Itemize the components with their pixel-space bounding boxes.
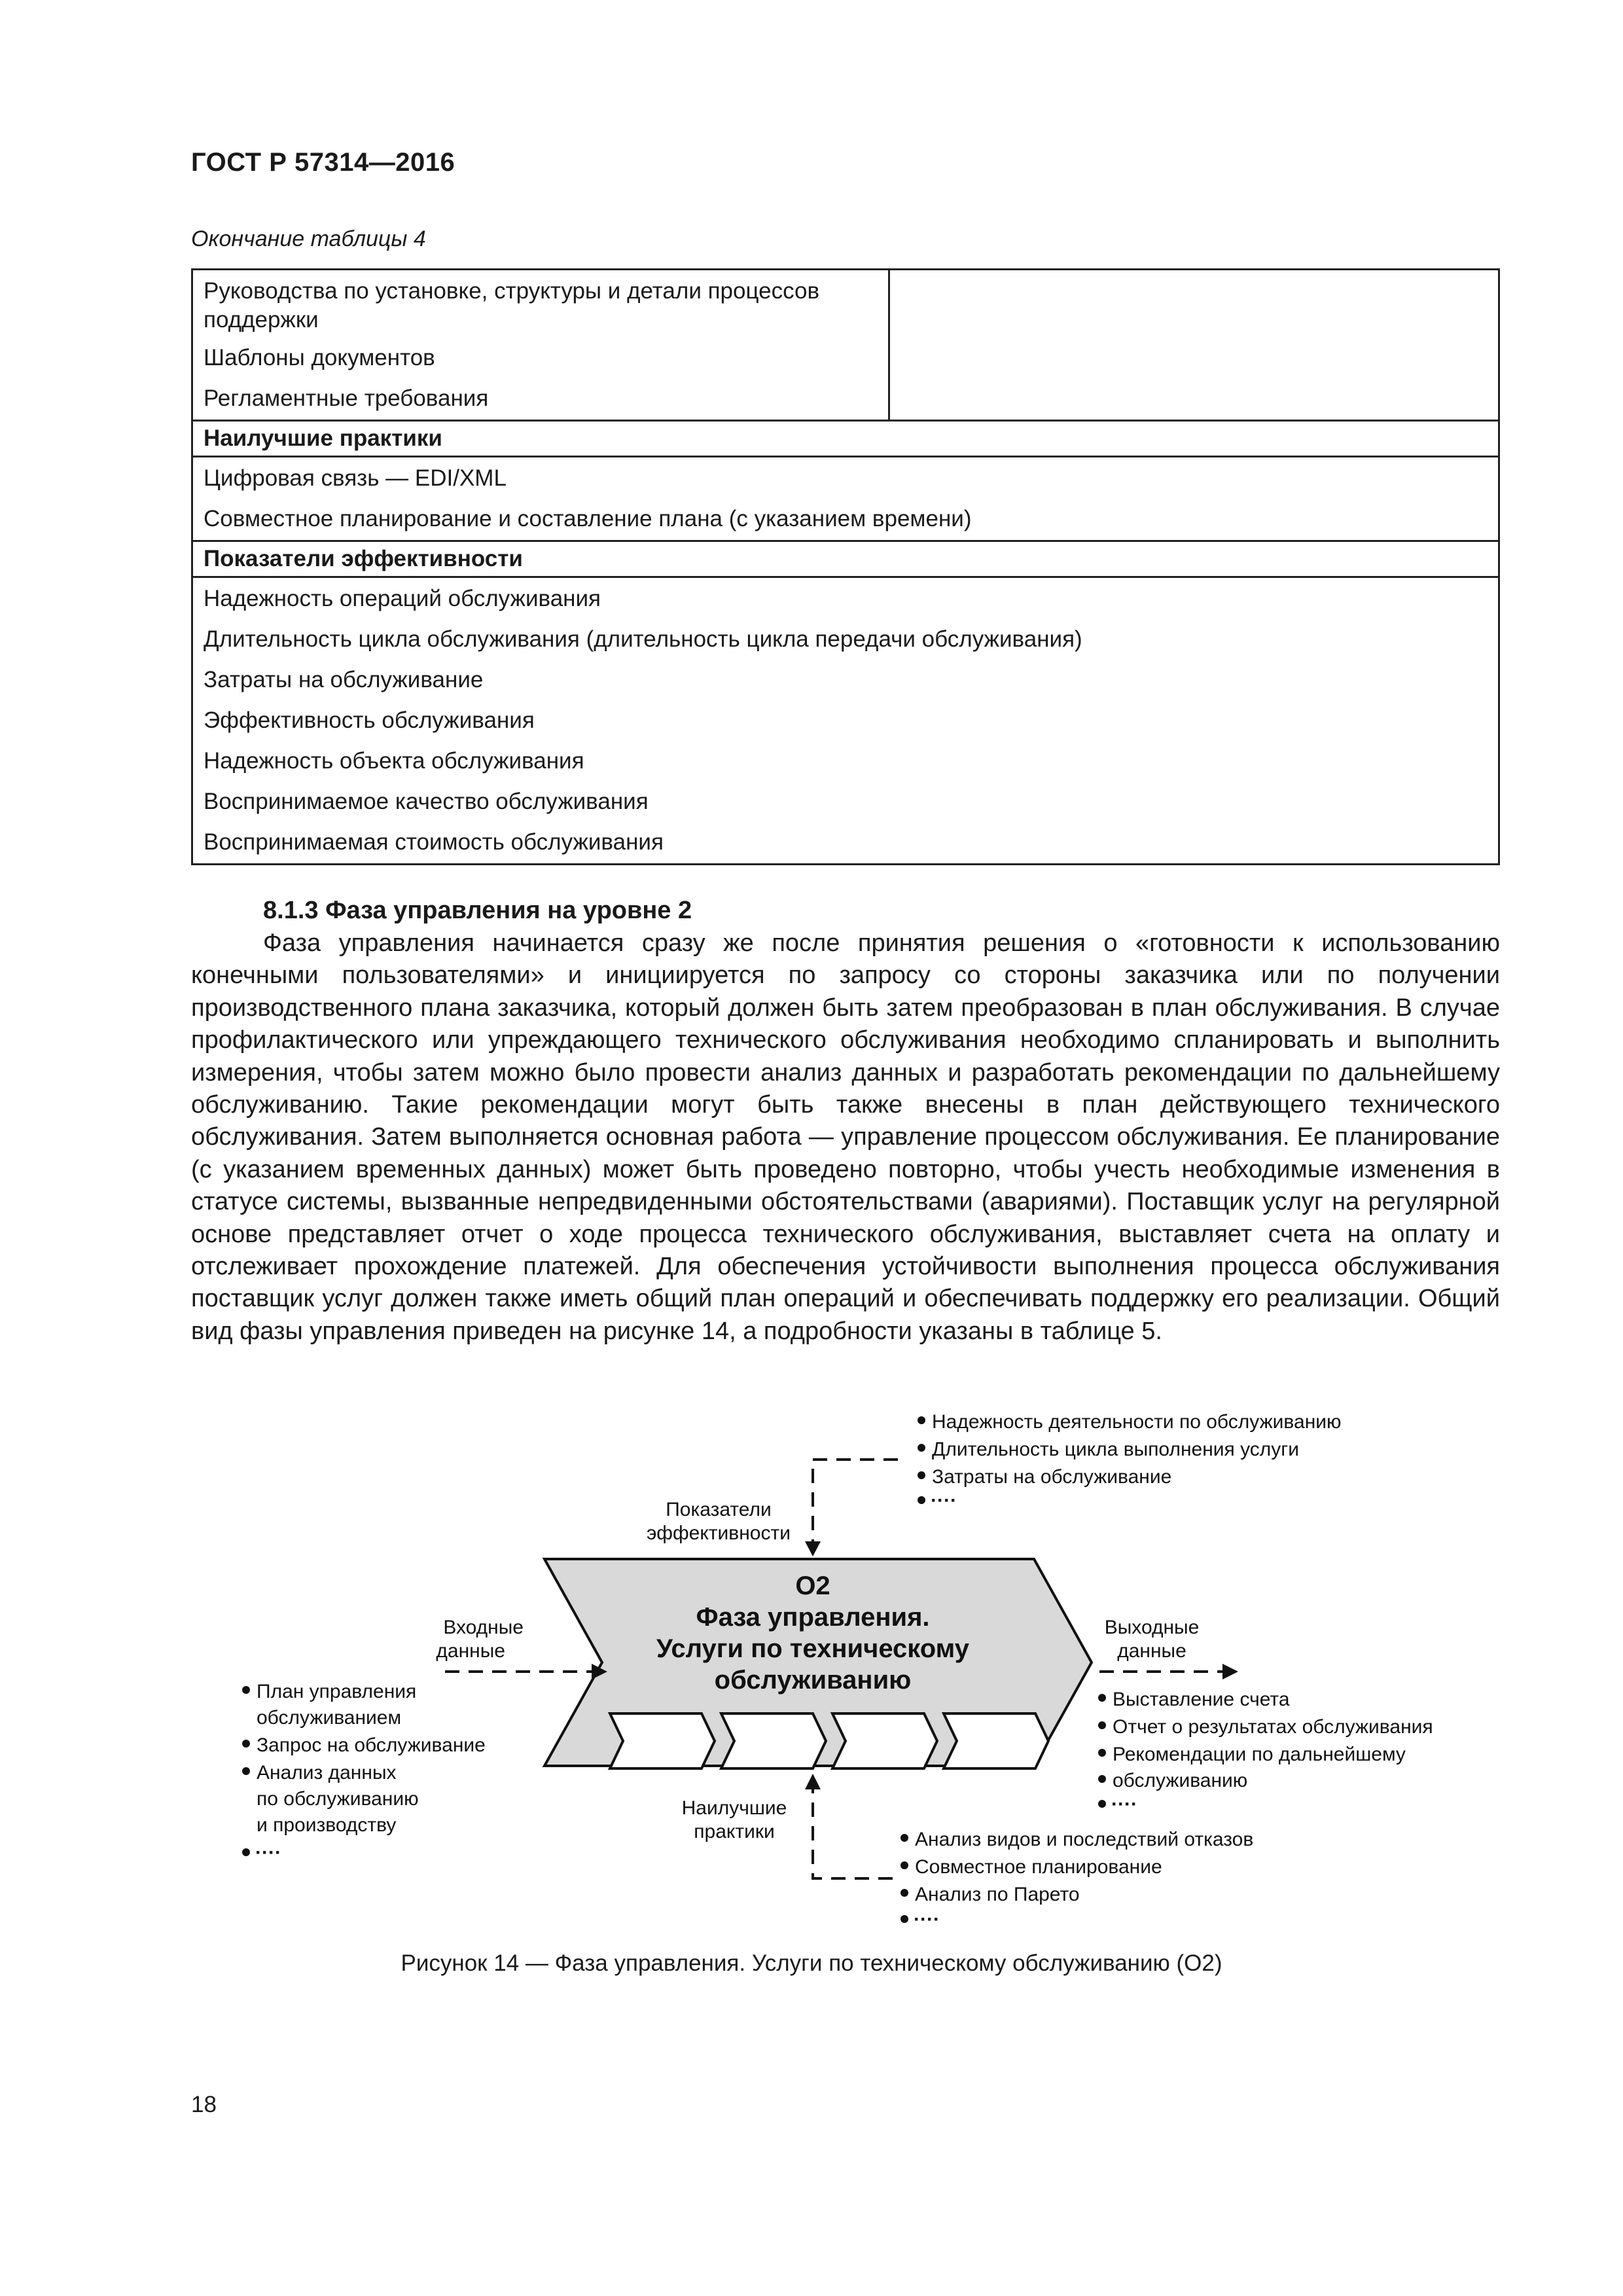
input-item: по обслуживанию (257, 1788, 419, 1810)
input-item: Запрос на обслуживание (257, 1734, 486, 1756)
output-items (1098, 1689, 1433, 1815)
table-cell-empty (889, 270, 1499, 421)
input-items (242, 1681, 486, 1863)
table-cell-text: Руководства по установке, структуры и детали процессов поддержки (204, 278, 820, 332)
table-row (192, 457, 1499, 541)
kpi-label: эффективности (646, 1522, 791, 1544)
section-block (191, 897, 1500, 1348)
subprocess-chevron (610, 1713, 715, 1768)
table-section-header: Наилучшие практики (192, 421, 1499, 457)
subprocess-chevron (721, 1713, 826, 1768)
section-title: 8.1.3 Фаза управления на уровне 2 (263, 897, 692, 924)
table-cell (192, 457, 1499, 541)
table-cell-text: Длительность цикла обслуживания (длительность цикла передачи обслуживания) (204, 626, 1082, 652)
kpi-dashed-connector (813, 1460, 898, 1551)
table-cell-text: Регламентные требования (204, 386, 489, 411)
table-caption: Окончание таблицы 4 (191, 226, 426, 251)
output-label: Выходные (1104, 1617, 1200, 1638)
output-item: Выставление счета (1113, 1689, 1290, 1710)
input-item: обслуживанием (257, 1707, 402, 1729)
kpi-label: Показатели (666, 1499, 772, 1520)
practices-item: Совместное планирование (915, 1856, 1162, 1878)
table-cell-text: Совместное планирование и составление плана (с указанием времени) (204, 506, 972, 531)
section-body: Фаза управления начинается сразу же после принятия решения о «готовности к использованию конечными пользователями» и инициируется по запросу со стороны заказчика или по получении производственного плана заказчика, который должен быть затем преобразован в план обслуживания. В случае профилактического или упреждающего технического обслуживания необходимо спланировать и выполнить измерения, чтобы затем можно было провести анализ данных и разработать рекомендации по дальнейшему обслуживанию. Такие рекомендации могут быть также внесены в план действующего технического обслуживания. Затем выполняется основная работа — управление процессом обслуживания. Ее планирование (с указанием временных данных) может быть проведено повторно, чтобы учесть необходимые изменения в статусе системы, вызванные непредвиденными обстоятельствами (авариями). Поставщик услуг на регулярной основе представляет отчет о ходе процесса технического обслуживания, выставляет счета на оплату и отслеживает прохождение платежей. Для обеспечения устойчивости выполнения процесса обслуживания поставщик услуг должен также иметь общий план операций и обеспечивать поддержку его реализации. Общий вид фазы управления приведен на рисунке 14, а подробности указаны в таблице 5. (191, 929, 1500, 1345)
table-row (192, 270, 1499, 421)
table-cell-text: Затраты на обслуживание (204, 667, 484, 692)
subprocess-chevron (832, 1713, 937, 1768)
continuation-table (191, 268, 1500, 865)
table-cell-text: Эффективность обслуживания (204, 708, 535, 733)
practices-label: Наилучшие (681, 1797, 787, 1819)
table-cell-text: Воспринимаемое качество обслуживания (204, 789, 649, 814)
table-cell (192, 577, 1499, 865)
output-item: Рекомендации по дальнейшему (1113, 1744, 1406, 1765)
kpi-items (918, 1411, 1342, 1511)
table-row (192, 421, 1499, 457)
table-section-header: Показатели эффективности (192, 541, 1499, 577)
kpi-item: Затраты на обслуживание (932, 1466, 1172, 1488)
phase-title: Услуги по техническому (656, 1634, 970, 1663)
kpi-item: ···· (931, 1490, 957, 1511)
table-cell-text: Надежность операций обслуживания (204, 586, 601, 611)
table-cell-text: Надежность объекта обслуживания (204, 748, 584, 774)
output-item: Отчет о результатах обслуживания (1113, 1716, 1433, 1738)
output-item: обслуживанию (1113, 1770, 1248, 1791)
practices-label: практики (694, 1821, 775, 1842)
input-label: данные (436, 1640, 505, 1662)
phase-title: Фаза управления. (696, 1603, 930, 1632)
table-cell (192, 270, 889, 421)
table-cell-text: Шаблоны документов (204, 345, 435, 370)
output-arrow-icon (1222, 1664, 1238, 1679)
table-row (192, 541, 1499, 577)
phase-diagram-svg (191, 1407, 1474, 1931)
input-item: ···· (255, 1842, 281, 1863)
input-item: и производству (257, 1814, 397, 1836)
page-number: 18 (191, 2092, 217, 2117)
subprocess-chevron (944, 1713, 1048, 1768)
input-item: Анализ данных (257, 1762, 397, 1784)
practices-items (901, 1829, 1253, 1930)
phase-diagram (191, 1407, 1474, 1934)
table-row (192, 577, 1499, 865)
kpi-item: Длительность цикла выполнения услуги (932, 1439, 1299, 1460)
document-header: ГОСТ Р 57314—2016 (191, 148, 455, 177)
practices-item: Анализ по Парето (915, 1884, 1080, 1905)
phase-title: обслуживанию (714, 1666, 912, 1695)
kpi-item: Надежность деятельности по обслуживанию (932, 1411, 1342, 1433)
table-cell-text: Воспринимаемая стоимость обслуживания (204, 829, 664, 855)
output-item: ···· (1111, 1793, 1137, 1815)
table-cell-text: Цифровая связь — EDI/XML (204, 465, 507, 491)
kpi-arrow-icon (805, 1541, 821, 1556)
input-label: Входные (443, 1617, 524, 1638)
input-item: План управления (257, 1681, 417, 1702)
practices-arrow-icon (805, 1774, 821, 1789)
output-label: данные (1117, 1640, 1186, 1662)
practices-item: Анализ видов и последствий отказов (915, 1829, 1254, 1850)
practices-dashed-connector (813, 1779, 898, 1878)
phase-code: О2 (795, 1571, 830, 1600)
figure-caption: Рисунок 14 — Фаза управления. Услуги по техническому обслуживанию (О2) (401, 1950, 1222, 1976)
practices-item: ···· (914, 1909, 940, 1930)
